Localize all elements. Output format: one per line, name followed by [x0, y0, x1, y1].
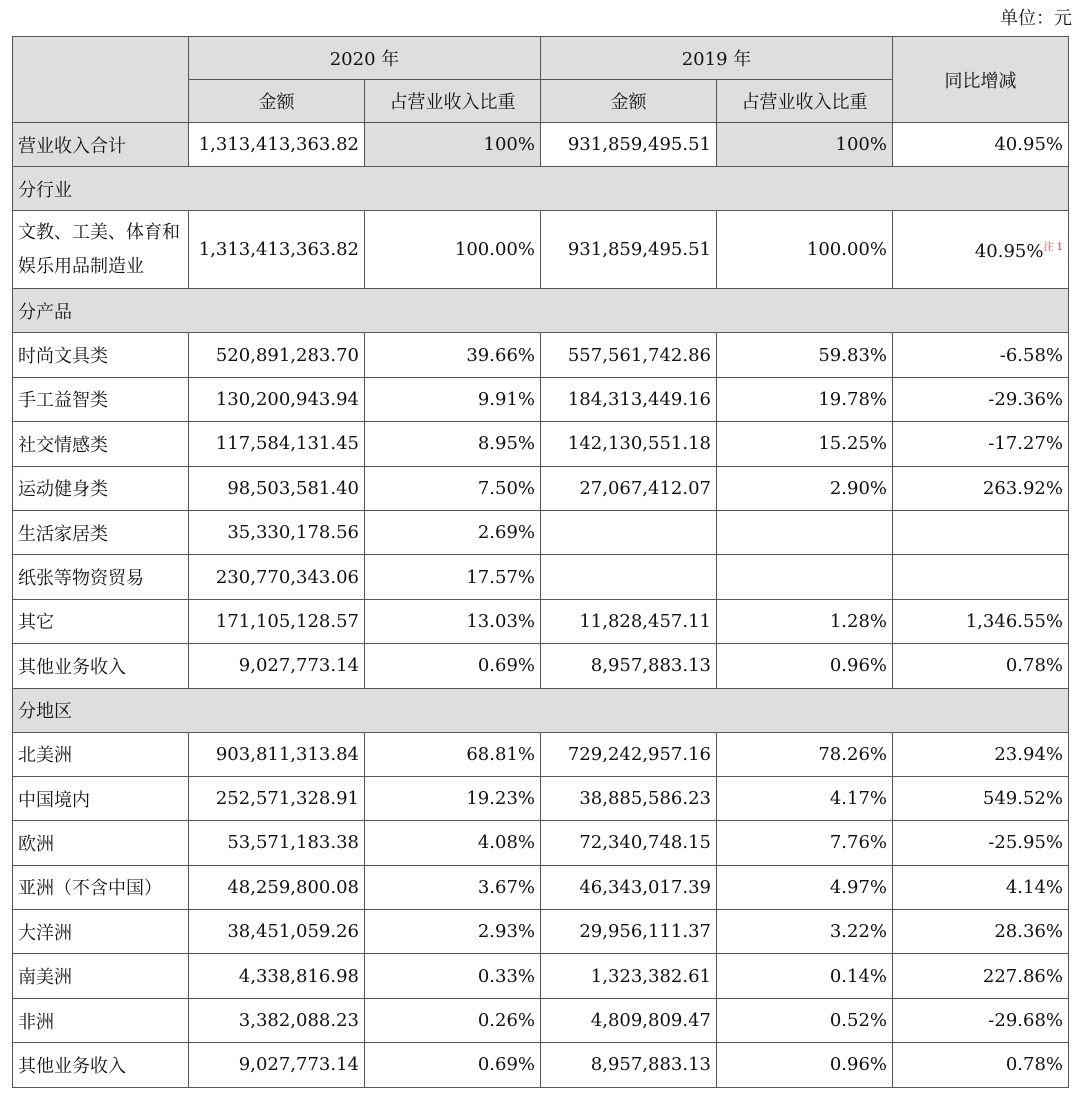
- yoy: 0.78%: [893, 644, 1069, 688]
- region-row: [13, 776, 1069, 820]
- revenue-table: [12, 36, 1069, 1088]
- total-yoy: 40.95%: [893, 123, 1069, 167]
- amount-2020: 9,027,773.14: [189, 644, 365, 688]
- product-row: [13, 422, 1069, 466]
- product-row: [13, 644, 1069, 688]
- region-row: [13, 865, 1069, 909]
- row-label: 其他业务收入: [13, 644, 189, 688]
- unit-label: 单位：元: [1000, 8, 1072, 29]
- industry-ratio-2020: 100.00%: [365, 211, 541, 289]
- amount-2020: 230,770,343.06: [189, 555, 365, 599]
- header-year-2019: 2019 年: [541, 37, 893, 80]
- row-label: 运动健身类: [13, 466, 189, 510]
- ratio-2019: 1.28%: [717, 599, 893, 643]
- ratio-2020: 3.67%: [365, 865, 541, 909]
- ratio-2020: 19.23%: [365, 776, 541, 820]
- total-row: [13, 123, 1069, 167]
- amount-2020: 4,338,816.98: [189, 954, 365, 998]
- total-ratio-2019: 100%: [717, 123, 893, 167]
- header-ratio-2019: 占营业收入比重: [717, 80, 893, 123]
- ratio-2019: 78.26%: [717, 732, 893, 776]
- product-row: [13, 466, 1069, 510]
- amount-2019: 729,242,957.16: [541, 732, 717, 776]
- ratio-2020: 0.69%: [365, 644, 541, 688]
- ratio-2019: [717, 555, 893, 599]
- yoy: 23.94%: [893, 732, 1069, 776]
- ratio-2019: 7.76%: [717, 821, 893, 865]
- amount-2020: 38,451,059.26: [189, 910, 365, 954]
- section-product: [13, 289, 1069, 333]
- amount-2019: 27,067,412.07: [541, 466, 717, 510]
- region-row: [13, 732, 1069, 776]
- amount-2020: 53,571,183.38: [189, 821, 365, 865]
- yoy: [893, 510, 1069, 554]
- industry-yoy: 40.95%: [974, 240, 1044, 262]
- industry-note: 注 1: [1043, 241, 1063, 253]
- total-amount-2019: 931,859,495.51: [541, 123, 717, 167]
- amount-2019: [541, 555, 717, 599]
- ratio-2020: 39.66%: [365, 333, 541, 377]
- row-label: 手工益智类: [13, 377, 189, 421]
- industry-amount-2019: 931,859,495.51: [541, 211, 717, 289]
- ratio-2019: [717, 510, 893, 554]
- ratio-2020: 4.08%: [365, 821, 541, 865]
- amount-2019: 8,957,883.13: [541, 644, 717, 688]
- yoy: -25.95%: [893, 821, 1069, 865]
- amount-2019: 4,809,809.47: [541, 998, 717, 1042]
- ratio-2020: 0.33%: [365, 954, 541, 998]
- amount-2020: 520,891,283.70: [189, 333, 365, 377]
- ratio-2019: 15.25%: [717, 422, 893, 466]
- industry-amount-2020: 1,313,413,363.82: [189, 211, 365, 289]
- product-row: [13, 599, 1069, 643]
- ratio-2020: 17.57%: [365, 555, 541, 599]
- row-label: 北美洲: [13, 732, 189, 776]
- product-row: [13, 510, 1069, 554]
- row-label: 其他业务收入: [13, 1043, 189, 1087]
- row-label: 纸张等物资贸易: [13, 555, 189, 599]
- yoy: 263.92%: [893, 466, 1069, 510]
- row-label: 非洲: [13, 998, 189, 1042]
- amount-2020: 130,200,943.94: [189, 377, 365, 421]
- row-label: 南美洲: [13, 954, 189, 998]
- amount-2019: 46,343,017.39: [541, 865, 717, 909]
- yoy: 549.52%: [893, 776, 1069, 820]
- header-year-2020: 2020 年: [189, 37, 541, 80]
- industry-label: 文教、工美、体育和娱乐用品制造业: [13, 211, 189, 289]
- amount-2019: 38,885,586.23: [541, 776, 717, 820]
- yoy: [893, 555, 1069, 599]
- header-yoy: 同比增减: [893, 37, 1069, 123]
- amount-2020: 3,382,088.23: [189, 998, 365, 1042]
- row-label: 生活家居类: [13, 510, 189, 554]
- ratio-2020: 68.81%: [365, 732, 541, 776]
- yoy: -29.36%: [893, 377, 1069, 421]
- ratio-2019: 59.83%: [717, 333, 893, 377]
- region-row: [13, 1043, 1069, 1087]
- section-industry: [13, 167, 1069, 211]
- ratio-2020: 2.69%: [365, 510, 541, 554]
- amount-2019: 11,828,457.11: [541, 599, 717, 643]
- product-row: [13, 333, 1069, 377]
- region-row: [13, 821, 1069, 865]
- ratio-2019: 0.52%: [717, 998, 893, 1042]
- corner-cell: [13, 37, 189, 123]
- amount-2020: 9,027,773.14: [189, 1043, 365, 1087]
- ratio-2019: 0.96%: [717, 1043, 893, 1087]
- total-label: 营业收入合计: [13, 123, 189, 167]
- amount-2020: 98,503,581.40: [189, 466, 365, 510]
- region-row: [13, 910, 1069, 954]
- region-row: [13, 998, 1069, 1042]
- industry-row: [13, 211, 1069, 289]
- section-region-label: 分地区: [13, 688, 1069, 732]
- header-amount-2019: 金额: [541, 80, 717, 123]
- ratio-2020: 0.69%: [365, 1043, 541, 1087]
- amount-2020: 117,584,131.45: [189, 422, 365, 466]
- amount-2019: 8,957,883.13: [541, 1043, 717, 1087]
- product-row: [13, 377, 1069, 421]
- ratio-2020: 0.26%: [365, 998, 541, 1042]
- yoy: 1,346.55%: [893, 599, 1069, 643]
- row-label: 中国境内: [13, 776, 189, 820]
- yoy: -17.27%: [893, 422, 1069, 466]
- yoy: -6.58%: [893, 333, 1069, 377]
- section-product-label: 分产品: [13, 289, 1069, 333]
- ratio-2019: 0.96%: [717, 644, 893, 688]
- row-label: 时尚文具类: [13, 333, 189, 377]
- ratio-2020: 7.50%: [365, 466, 541, 510]
- row-label: 大洋洲: [13, 910, 189, 954]
- row-label: 社交情感类: [13, 422, 189, 466]
- amount-2020: 35,330,178.56: [189, 510, 365, 554]
- ratio-2019: 4.97%: [717, 865, 893, 909]
- amount-2019: 142,130,551.18: [541, 422, 717, 466]
- ratio-2019: 4.17%: [717, 776, 893, 820]
- amount-2020: 171,105,128.57: [189, 599, 365, 643]
- row-label: 其它: [13, 599, 189, 643]
- product-row: [13, 555, 1069, 599]
- amount-2020: 48,259,800.08: [189, 865, 365, 909]
- ratio-2020: 13.03%: [365, 599, 541, 643]
- header-amount-2020: 金额: [189, 80, 365, 123]
- industry-yoy-cell: [893, 211, 1069, 289]
- row-label: 欧洲: [13, 821, 189, 865]
- yoy: 0.78%: [893, 1043, 1069, 1087]
- amount-2020: 903,811,313.84: [189, 732, 365, 776]
- header-ratio-2020: 占营业收入比重: [365, 80, 541, 123]
- total-amount-2020: 1,313,413,363.82: [189, 123, 365, 167]
- section-industry-label: 分行业: [13, 167, 1069, 211]
- amount-2019: 184,313,449.16: [541, 377, 717, 421]
- region-row: [13, 954, 1069, 998]
- amount-2019: [541, 510, 717, 554]
- yoy: 4.14%: [893, 865, 1069, 909]
- ratio-2020: 8.95%: [365, 422, 541, 466]
- industry-ratio-2019: 100.00%: [717, 211, 893, 289]
- row-label: 亚洲（不含中国）: [13, 865, 189, 909]
- amount-2019: 72,340,748.15: [541, 821, 717, 865]
- amount-2019: 1,323,382.61: [541, 954, 717, 998]
- ratio-2019: 0.14%: [717, 954, 893, 998]
- yoy: 28.36%: [893, 910, 1069, 954]
- yoy: -29.68%: [893, 998, 1069, 1042]
- total-ratio-2020: 100%: [365, 123, 541, 167]
- ratio-2019: 2.90%: [717, 466, 893, 510]
- amount-2019: 29,956,111.37: [541, 910, 717, 954]
- ratio-2019: 3.22%: [717, 910, 893, 954]
- ratio-2020: 9.91%: [365, 377, 541, 421]
- ratio-2020: 2.93%: [365, 910, 541, 954]
- yoy: 227.86%: [893, 954, 1069, 998]
- ratio-2019: 19.78%: [717, 377, 893, 421]
- amount-2019: 557,561,742.86: [541, 333, 717, 377]
- amount-2020: 252,571,328.91: [189, 776, 365, 820]
- section-region: [13, 688, 1069, 732]
